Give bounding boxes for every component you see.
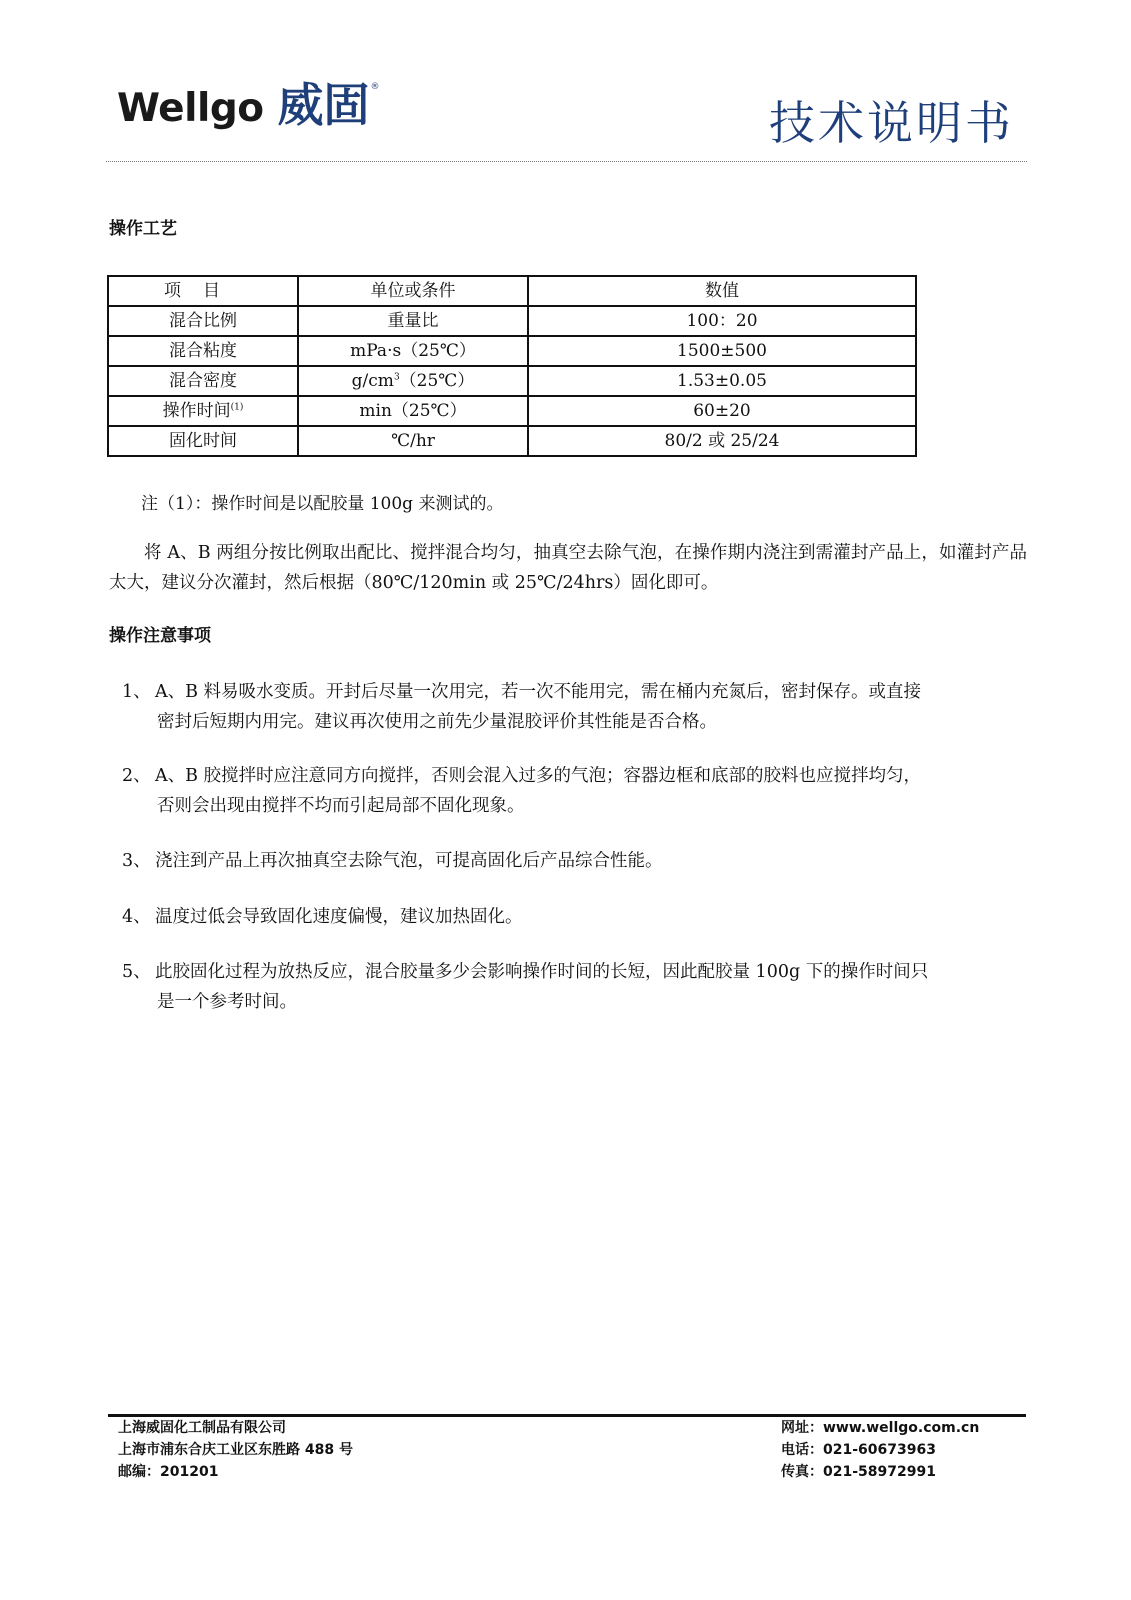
row-value: 80/2 或 25/24: [528, 426, 916, 456]
list-item: [122, 957, 1027, 1017]
row-unit: min（25℃）: [298, 396, 528, 426]
row-value: 1.53±0.05: [528, 366, 916, 396]
logo-english: Wellgo: [117, 86, 264, 131]
list-text-continued: 否则会出现由搅拌不均而引起局部不固化现象。: [157, 796, 525, 816]
row-unit: ℃/hr: [298, 426, 528, 456]
unit-superscript: 3: [393, 371, 400, 382]
list-text: 浇注到产品上再次抽真空去除气泡，可提高固化后产品综合性能。: [155, 851, 663, 871]
footer-postcode: 邮编：201201: [118, 1464, 219, 1480]
list-number: 4、: [122, 907, 151, 927]
footnote-marker: (1): [230, 401, 244, 412]
list-item: [122, 761, 1027, 821]
footer-phone: 电话：021-60673963: [781, 1442, 936, 1458]
list-number: 1、: [122, 682, 151, 702]
process-paragraph: 将 A、B 两组分按比例取出配比、搅拌混合均匀，抽真空去除气泡，在操作期内浇注到需灌封产品上，如灌封产品太大，建议分次灌封，然后根据（80℃/120min 或 25℃/24hrs）固化即可。: [109, 543, 1027, 593]
section-title-process: 操作工艺: [109, 219, 177, 239]
list-item: [122, 846, 1027, 876]
list-number: 2、: [122, 766, 151, 786]
list-text: 此胶固化过程为放热反应，混合胶量多少会影响操作时间的长短，因此配胶量 100g 下的操作时间只: [155, 962, 929, 982]
list-item: [122, 902, 1027, 932]
header-item: 项目: [108, 276, 298, 306]
header-value: 数值: [528, 276, 916, 306]
table-row: [108, 396, 916, 426]
table-row: [108, 426, 916, 456]
table-footnote: 注（1）：操作时间是以配胶量 100g 来测试的。: [141, 494, 504, 514]
list-text-continued: 密封后短期内用完。建议再次使用之前先少量混胶评价其性能是否合格。: [157, 712, 717, 732]
table-row: [108, 366, 916, 396]
list-number: 5、: [122, 962, 151, 982]
unit-condition: （25℃）: [399, 370, 475, 391]
document-title: 技术说明书: [769, 96, 1014, 150]
row-item: 混合粘度: [108, 336, 298, 366]
footer-company: 上海威固化工制品有限公司: [118, 1420, 286, 1436]
list-text: 温度过低会导致固化速度偏慢，建议加热固化。: [155, 907, 523, 927]
item-label: 操作时间: [162, 400, 231, 421]
table-header-row: [108, 276, 916, 306]
row-unit: [298, 366, 528, 396]
footer-address: 上海市浦东合庆工业区东胜路 488 号: [118, 1442, 353, 1458]
list-item: [122, 677, 1027, 737]
list-number: 3、: [122, 851, 151, 871]
footer-website: 网址：www.wellgo.com.cn: [781, 1420, 980, 1436]
footer-company-info: [118, 1417, 353, 1483]
row-value: 1500±500: [528, 336, 916, 366]
logo-chinese: 威固: [277, 78, 370, 132]
spec-table: [107, 275, 917, 457]
table-row: [108, 336, 916, 366]
company-logo: [117, 78, 380, 132]
header-divider: [106, 161, 1027, 162]
row-unit: mPa·s（25℃）: [298, 336, 528, 366]
list-text: A、B 胶搅拌时应注意同方向搅拌，否则会混入过多的气泡；容器边框和底部的胶料也应搅拌均匀，: [155, 766, 922, 786]
row-item: 固化时间: [108, 426, 298, 456]
registered-mark: ®: [370, 82, 380, 92]
footer-fax: 传真：021-58972991: [781, 1464, 936, 1480]
section-title-precautions: 操作注意事项: [109, 626, 211, 646]
row-item: 混合密度: [108, 366, 298, 396]
row-item: [108, 396, 298, 426]
row-value: 60±20: [528, 396, 916, 426]
row-unit: 重量比: [298, 306, 528, 336]
table-row: [108, 306, 916, 336]
row-item: 混合比例: [108, 306, 298, 336]
list-text: A、B 料易吸水变质。开封后尽量一次用完，若一次不能用完，需在桶内充氮后，密封保存。或直接: [155, 682, 922, 702]
footer-contact-info: [781, 1417, 979, 1483]
header-unit: 单位或条件: [298, 276, 528, 306]
row-value: 100：20: [528, 306, 916, 336]
unit-base: g/cm: [351, 370, 394, 391]
list-text-continued: 是一个参考时间。: [157, 992, 297, 1012]
